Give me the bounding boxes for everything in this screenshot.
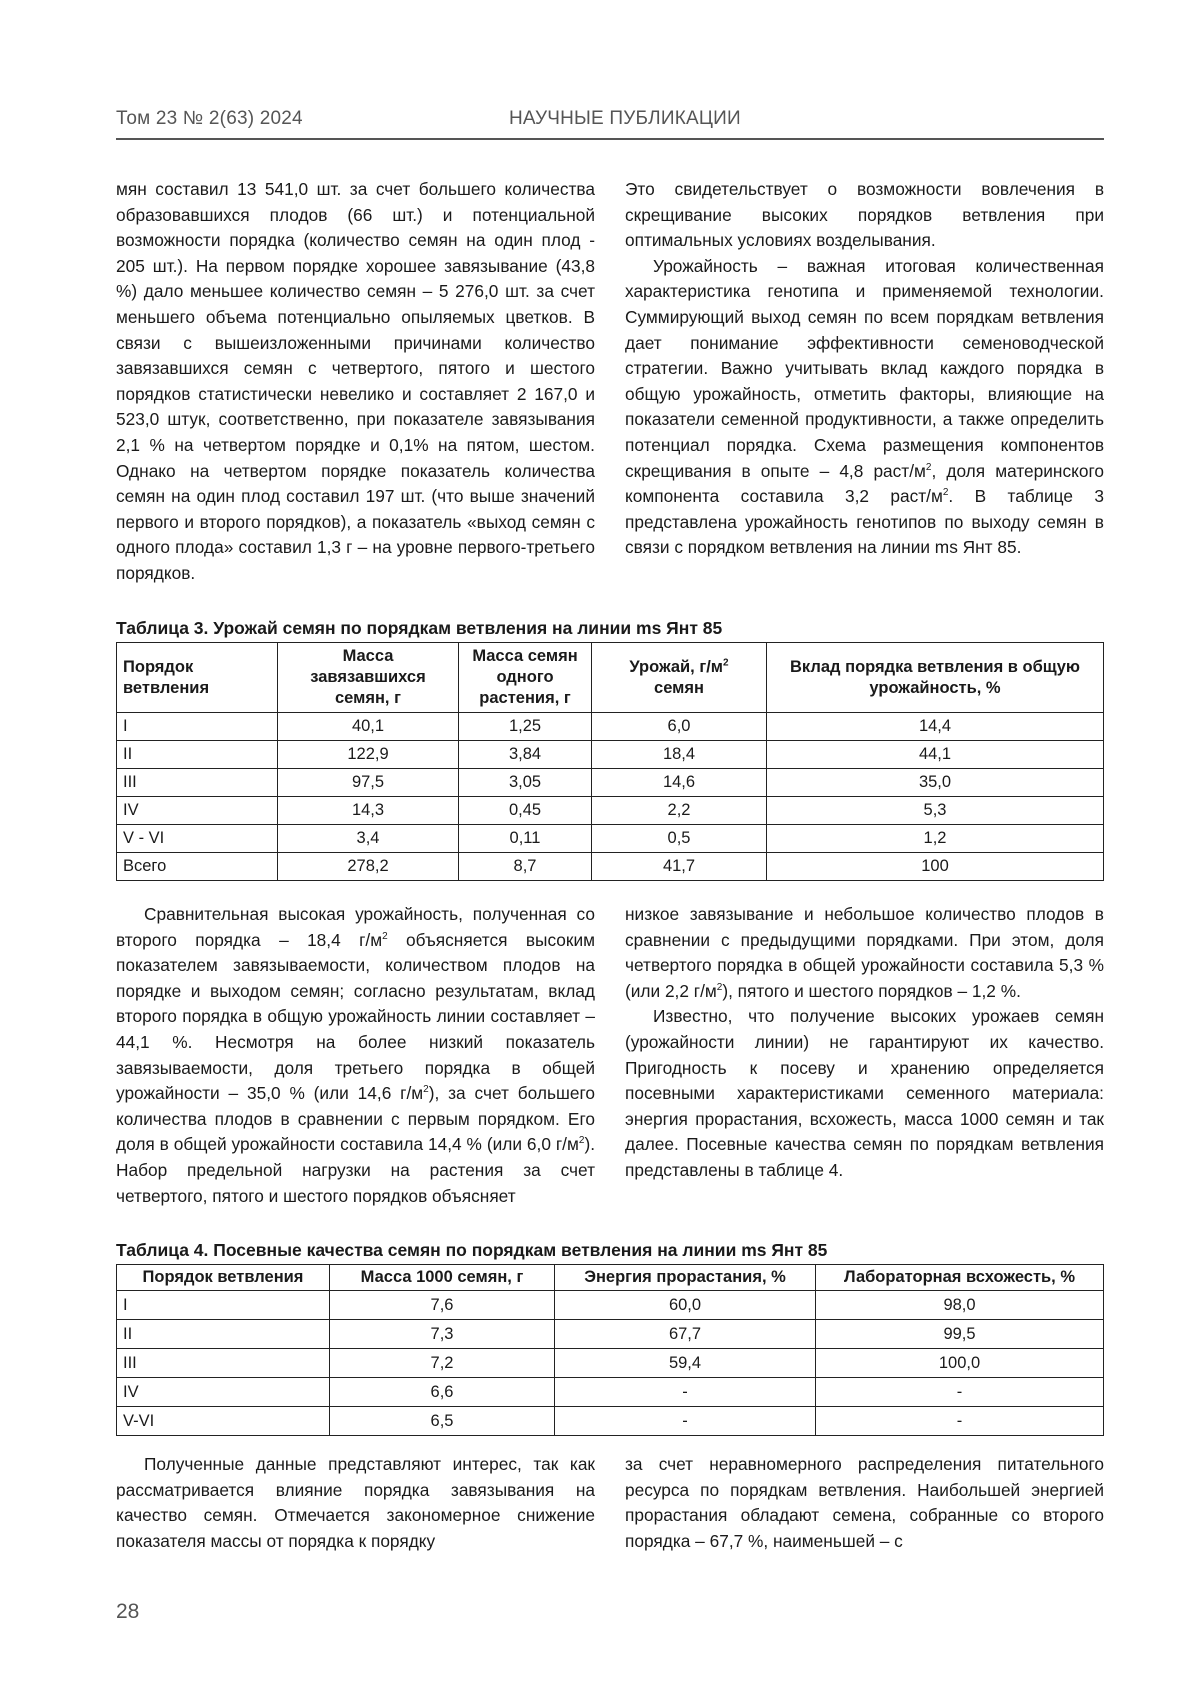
paragraph: Урожайность – важная итоговая количественная характеристика генотипа и применяемой технологии. Суммирующий выход семян по всем порядкам ветвления дает понимание эффективности семеноводческой стратегии. Важно учитывать вклад каждого порядка в общую урожайность, отметить факторы, влияющие на показатели семенной продуктивности, а также определить потенциал порядка. Схема размещения компонентов скрещивания в опыте – 4,8 раст/$м^2$, доля материнского компонента составила 3,2 раст/$м^2$. В таблице 3 представлена урожайность генотипов по выходу семян в связи с порядком ветвления на линии ms Янт 85. [625, 255, 1105, 558]
table-row [117, 1291, 1104, 1320]
table-cell: 3,05 [459, 769, 592, 797]
table-row [117, 1407, 1104, 1436]
table-cell: 0,5 [592, 825, 767, 853]
table-cell: II [117, 741, 278, 769]
column-header: Масса семян одного растения, г [459, 643, 592, 713]
table-row [117, 1349, 1104, 1378]
column-left [116, 902, 595, 1209]
table-cell: 278,2 [278, 853, 459, 881]
table-cell: 7,6 [330, 1291, 555, 1320]
column-header: Энергия прорастания, % [555, 1265, 816, 1291]
table-cell: 67,7 [555, 1320, 816, 1349]
table-row [117, 741, 1104, 769]
running-header [116, 104, 1104, 140]
table-cell: 1,2 [767, 825, 1104, 853]
table-row [117, 1320, 1104, 1349]
table-row [117, 713, 1104, 741]
table-row [117, 1378, 1104, 1407]
table-3-caption: Таблица 3. Урожай семян по порядкам ветвления на линии ms Янт 85 [116, 618, 723, 638]
table-cell: II [117, 1320, 330, 1349]
table-cell: 100 [767, 853, 1104, 881]
column-header: Масса завязавшихся семян, г [278, 643, 459, 713]
table-row [117, 797, 1104, 825]
column-header: Урожай, $г/м^2$ семян [592, 643, 767, 713]
column-left [116, 177, 595, 587]
paragraph: Сравнительная высокая урожайность, полученная со второго порядка – 18,4 $г/м^2$ объясняется высоким показателем завязываемости, количеством плодов на порядке и выходом семян; согласно результатам, вклад второго порядка в общую урожайность линии составляет – 44,1 %. Несмотря на более низкий показатель завязываемости, доля третьего порядка в общей урожайности – 35,0 % (или 14,6 $г/м^2$), за счет большего количества плодов в сравнении с первым порядком. Его доля в общей урожайности составила 14,4 % (или 6,0 $г/м^2$). Набор предельной нагрузки на растения за счет четвертого, пятого и шестого порядков объясняет [116, 904, 595, 1206]
table-3 [116, 642, 1104, 881]
table-cell: V - VI [117, 825, 278, 853]
table-cell: 100,0 [816, 1349, 1104, 1378]
paragraph: мян составил 13 541,0 шт. за счет большего количества образовавшихся плодов (66 шт.) и потенциальной возможности порядка (количество семян на один плод - 205 шт.). На первом порядке хорошее завязывание (43,8 %) дало меньшее количество семян – 5 276,0 шт. за счет меньшего объема потенциально опыляемых цветков. В связи с вышеизложенными причинами количество завязавшихся семян с четвертого, пятого и шестого порядков статистически невелико и составляет 2 167,0 и 523,0 штук, соответственно, при показателе завязывания 2,1 % на четвертом порядке и 0,1% на пятом, шестом. Однако на четвертом порядке показатель количества семян на один плод составил 197 шт. (что выше значений первого и второго порядков), а показатель «выход семян с одного плода» составил 1,3 г – на уровне первого-третьего порядков. [116, 179, 595, 583]
table-cell: 8,7 [459, 853, 592, 881]
table-cell: 3,4 [278, 825, 459, 853]
paragraph: Это свидетельствует о возможности вовлечения в скрещивание высоких порядков ветвления при оптимальных условиях возделывания. [625, 179, 1104, 251]
table-cell: 1,25 [459, 713, 592, 741]
table-cell: 98,0 [816, 1291, 1104, 1320]
table-cell: - [555, 1407, 816, 1436]
table-cell: Всего [117, 853, 278, 881]
table-cell: 3,84 [459, 741, 592, 769]
table-cell: 14,3 [278, 797, 459, 825]
column-left [116, 1452, 595, 1554]
table-header-row [117, 1265, 1104, 1291]
table-cell: 7,3 [330, 1320, 555, 1349]
table-cell: 40,1 [278, 713, 459, 741]
table-cell: 14,4 [767, 713, 1104, 741]
table-cell: 6,0 [592, 713, 767, 741]
table-row [117, 825, 1104, 853]
column-header: Порядок ветвления [117, 643, 278, 713]
column-header: Вклад порядка ветвления в общую урожайность, % [767, 643, 1104, 713]
table-cell: III [117, 769, 278, 797]
paragraph: за счет неравномерного распределения питательного ресурса по порядкам ветвления. Наибольшей энергией прорастания обладают семена, собранные со второго порядка – 67,7 %, наименьшей – с [625, 1454, 1104, 1551]
table-cell: 99,5 [816, 1320, 1104, 1349]
table-cell: I [117, 1291, 330, 1320]
table-cell: III [117, 1349, 330, 1378]
table-cell: 7,2 [330, 1349, 555, 1378]
table-cell: 2,2 [592, 797, 767, 825]
table-cell: - [555, 1378, 816, 1407]
table-cell: 0,45 [459, 797, 592, 825]
table-cell: 44,1 [767, 741, 1104, 769]
journal-issue: Том 23 № 2(63) 2024 [116, 108, 303, 129]
table-cell: 0,11 [459, 825, 592, 853]
column-header: Масса 1000 семян, г [330, 1265, 555, 1291]
table-row [117, 769, 1104, 797]
table-cell: 6,5 [330, 1407, 555, 1436]
column-right [625, 902, 1104, 1209]
column-right [625, 177, 1104, 587]
table-cell: V-VI [117, 1407, 330, 1436]
body-text-middle [116, 902, 1104, 1209]
paragraph: Известно, что получение высоких урожаев семян (урожайности линии) не гарантируют их качество. Пригодность к посеву и хранению определяется посевными характеристиками семенного материала: энергия прорастания, всхожесть, масса 1000 семян и так далее. Посевные качества семян по порядкам ветвления представлены в таблице 4. [625, 1006, 1104, 1180]
page-number: 28 [116, 1600, 140, 1623]
column-header: Лабораторная всхожесть, % [816, 1265, 1104, 1291]
table-cell: 60,0 [555, 1291, 816, 1320]
table-cell: 5,3 [767, 797, 1104, 825]
table-4-caption: Таблица 4. Посевные качества семян по порядкам ветвления на линии ms Янт 85 [116, 1240, 828, 1260]
table-4 [116, 1264, 1104, 1436]
body-text-bottom [116, 1452, 1104, 1554]
section-title: НАУЧНЫЕ ПУБЛИКАЦИИ [509, 108, 741, 129]
table-cell: I [117, 713, 278, 741]
paragraph: низкое завязывание и небольшое количество плодов в сравнении с предыдущими порядками. При этом, доля четвертого порядка в общей урожайности составила 5,3 % (или 2,2 $г/м^2$), пятого и шестого порядков – 1,2 %. [625, 904, 1104, 1001]
table-row-total [117, 853, 1104, 881]
table-cell: 97,5 [278, 769, 459, 797]
table-cell: 35,0 [767, 769, 1104, 797]
table-cell: IV [117, 797, 278, 825]
table-cell: 14,6 [592, 769, 767, 797]
table-cell: 41,7 [592, 853, 767, 881]
column-right [625, 1452, 1104, 1554]
table-header-row [117, 643, 1104, 713]
column-header: Порядок ветвления [117, 1265, 330, 1291]
paragraph: Полученные данные представляют интерес, так как рассматривается влияние порядка завязывания на качество семян. Отмечается закономерное снижение показателя массы от порядка к порядку [116, 1454, 595, 1551]
body-text-top [116, 177, 1104, 587]
table-cell: 122,9 [278, 741, 459, 769]
table-cell: 18,4 [592, 741, 767, 769]
table-cell: - [816, 1407, 1104, 1436]
table-cell: - [816, 1378, 1104, 1407]
table-cell: 59,4 [555, 1349, 816, 1378]
table-cell: IV [117, 1378, 330, 1407]
table-cell: 6,6 [330, 1378, 555, 1407]
